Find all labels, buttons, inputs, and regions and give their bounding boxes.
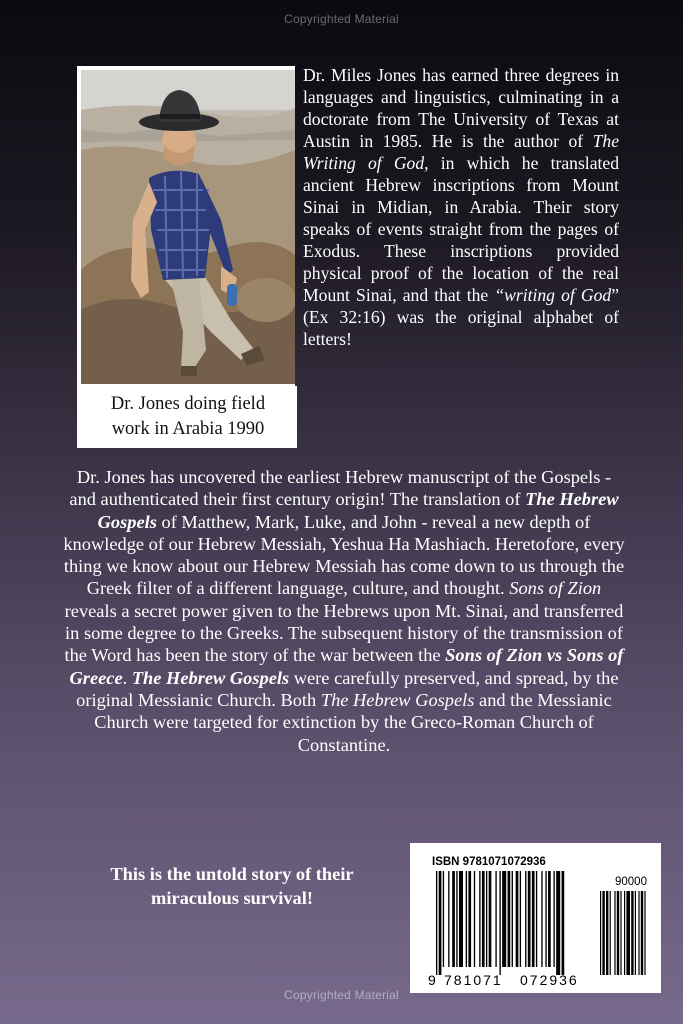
barcode-bars: [436, 871, 564, 975]
price-code: 90000: [615, 876, 647, 888]
copyright-watermark-bottom: Copyrighted Material: [284, 988, 399, 1002]
book-description: Dr. Jones has uncovered the earliest Hebrew manuscript of the Gospels - and authenticated their first century origin! The translation of The Hebrew Gospels of Matthew, Mark, Luke, and John - reveal a new depth of knowledge of our Hebrew Messiah, Yeshua Ha Mashiach. Heretofore, every thing we know about our Hebrew Messiah has come down to us through the Greek filter of a different language, culture, and thought. Sons of Zion reveals a secret power given to the Hebrews upon Mt. Sinai, and transferred in some degree to the Greeks. The subsequent history of the transmission of the Word has been the story of the war between the Sons of Zion vs Sons of Greece. The Hebrew Gospels were carefully preserved, and spread, by the original Messianic Church. Both The Hebrew Gospels and the Messianic Church were targeted for extinction by the Greco-Roman Church of Constantine.: [63, 467, 625, 755]
caption-line-1: Dr. Jones doing field: [110, 394, 266, 414]
tagline-line-1: This is the untold story of their: [110, 864, 354, 884]
copyright-watermark-top: Copyrighted Material: [284, 12, 399, 26]
author-photo: [81, 70, 295, 384]
isbn-barcode: [410, 843, 661, 993]
caption-line-2: work in Arabia 1990: [111, 419, 265, 439]
isbn-label: ISBN 9781071072936: [432, 856, 546, 868]
tagline-line-2: miraculous survival!: [151, 888, 313, 908]
photo-caption: [79, 386, 297, 448]
quote-writing-of-god: “writing of God: [494, 285, 612, 305]
tagline: [62, 862, 402, 910]
title-sons-of-zion: Sons of Zion: [509, 578, 602, 599]
book-title-writing-of-god: The Writing of God: [303, 131, 619, 173]
barcode-digits-group-1: 781071: [444, 972, 503, 988]
title-hebrew-gospels-2: The Hebrew Gospels: [131, 667, 290, 688]
title-hebrew-gospels-3: The Hebrew Gospels: [320, 689, 475, 710]
author-biography: Dr. Miles Jones has earned three degrees in languages and linguistics, culminating in a doctorate from The University of Texas at Austin in 1985. He is the author of The Writing of God, in which he translated ancient Hebrew inscriptions from Mount Sinai in Midian, in Arabia. Their story speaks of events straight from the pages of Exodus. These inscriptions provided physical proof of the location of the real Mount Sinai, and that the “writing of God” (Ex 32:16) was the original alphabet of letters!: [303, 65, 619, 349]
author-photo-frame: [77, 66, 295, 448]
title-hebrew-gospels: The Hebrew Gospels: [97, 489, 619, 532]
addon-bars: [600, 891, 646, 975]
barcode-digits-group-2: 072936: [520, 972, 579, 988]
phrase-zion-vs-greece: Sons of Zion vs Sons of Greece: [69, 645, 624, 688]
barcode-digit-lead: 9: [428, 972, 436, 988]
